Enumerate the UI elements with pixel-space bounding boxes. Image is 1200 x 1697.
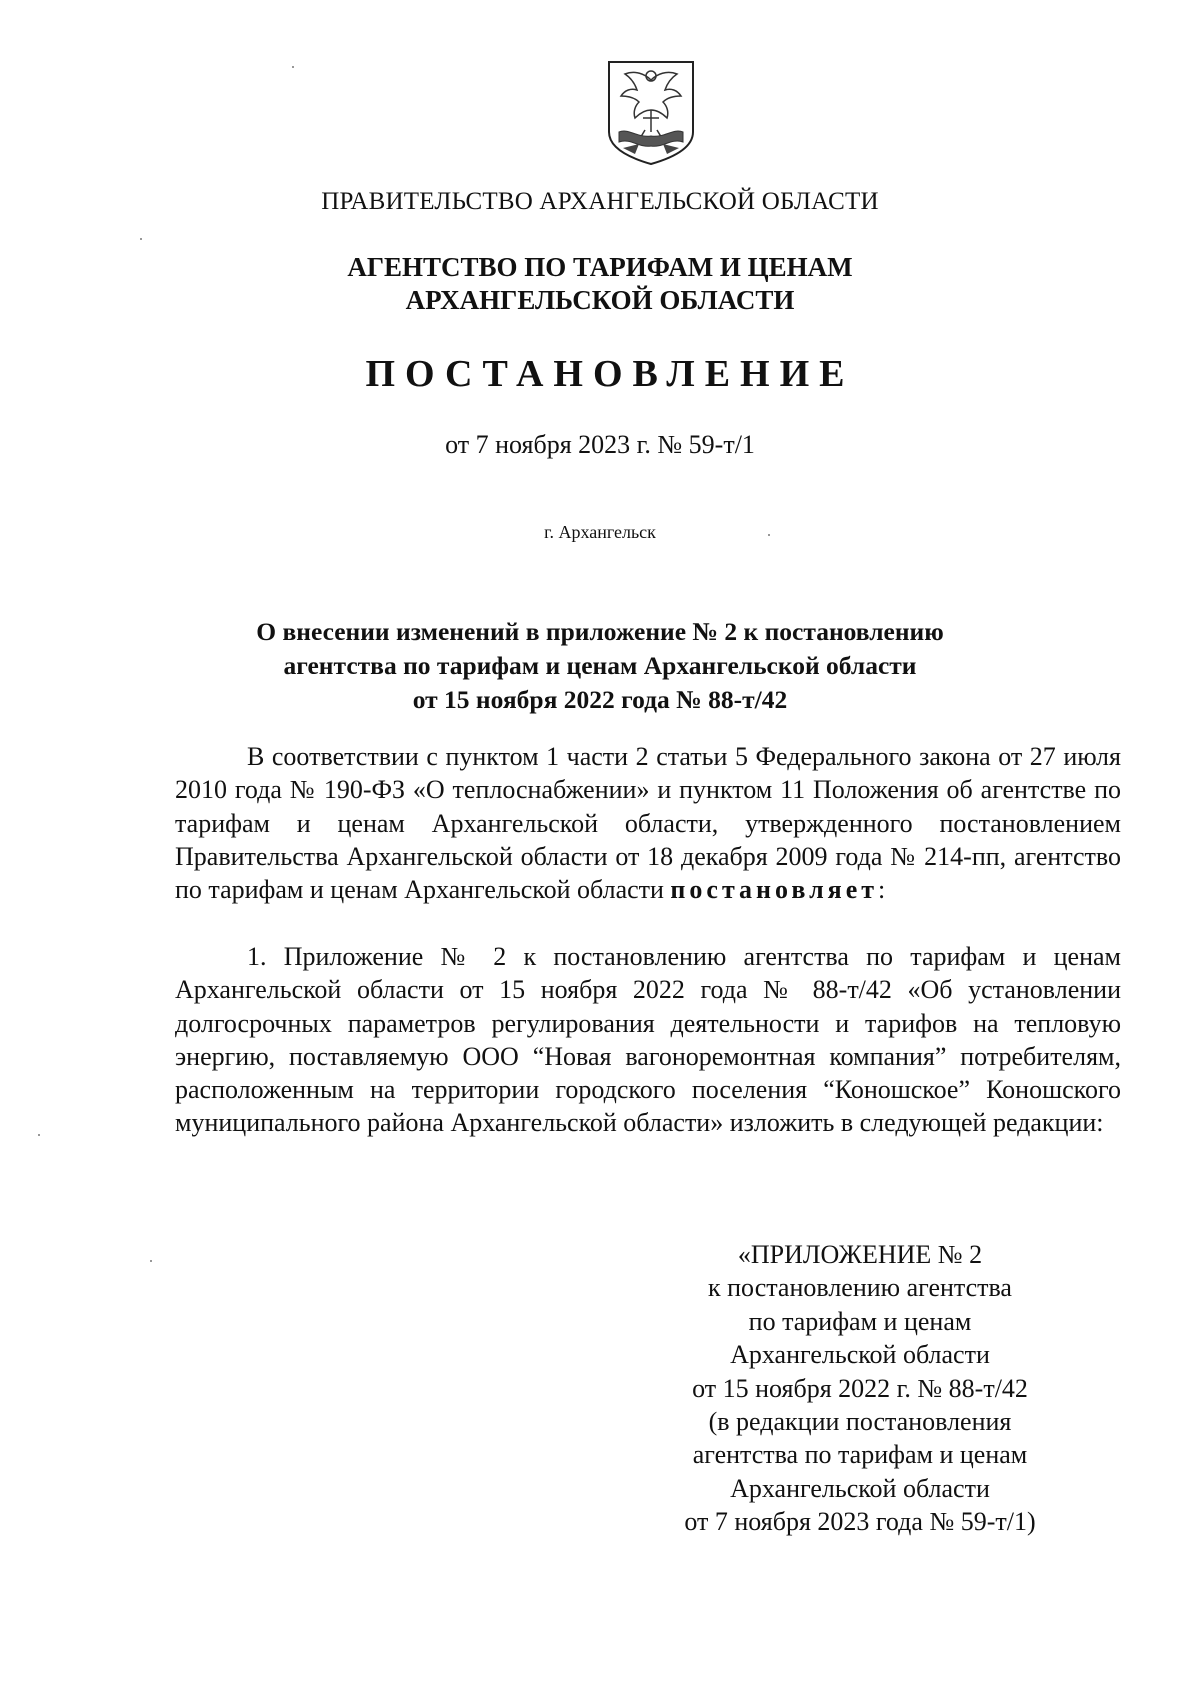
scan-speck [150, 1260, 152, 1262]
preamble-text: В соответствии с пунктом 1 части 2 статьи 5 Федерального закона от 27 июля 2010 года № 190-ФЗ «О теплоснабжении» и пунктом 11 Положения об агентстве по тарифам и ценам Архангельской области, утвержденного постановлением Правительства Архангельской области от 18 декабря 2009 года № 214-пп, агентство по тарифам и ценам Архангельской области [175, 742, 1121, 905]
appendix-line: (в редакции постановления [708, 1407, 1012, 1437]
appendix-line: «ПРИЛОЖЕНИЕ № 2 [737, 1240, 983, 1269]
appendix-line: агентства по тарифам и ценам [692, 1440, 1028, 1470]
agency-name-line-2: АРХАНГЕЛЬСКОЙ ОБЛАСТИ [405, 285, 795, 315]
appendix-line: к постановлению агентства [708, 1273, 1012, 1303]
scan-speck [140, 238, 142, 240]
subject-line-2: агентства по тарифам и ценам Архангельской области [283, 651, 917, 680]
scan-speck [768, 534, 770, 536]
appendix-line: Архангельской области [730, 1340, 990, 1370]
preamble-paragraph [175, 740, 1121, 906]
subject-line-1: О внесении изменений в приложение № 2 к постановлению [256, 617, 944, 646]
agency-name-line-1: АГЕНТСТВО ПО ТАРИФАМ И ЦЕНАМ [347, 252, 853, 282]
clause-1-paragraph: 1. Приложение № 2 к постановлению агентства по тарифам и ценам Архангельской области от 15 ноября 2022 года № 88-т/42 «Об установлении долгосрочных параметров регулирования деятельности и тарифов на тепловую энергию, поставляемую ООО “Новая вагоноремонтная компания” потребителям, расположенным на территории городского поселения “Коношское” Коношского муниципального района Архангельской области» изложить в следующей редакции: [175, 942, 1121, 1138]
appendix-caption [640, 1238, 1080, 1539]
scan-speck [38, 1134, 40, 1136]
document-type-title: ПОСТАНОВЛЕНИЕ [365, 353, 855, 395]
scan-speck [292, 66, 294, 68]
appendix-line: от 15 ноября 2022 г. № 88-т/42 [692, 1373, 1028, 1403]
preamble-end: : [878, 875, 886, 905]
document-date-number: от 7 ноября 2023 г. № 59-т/1 [445, 430, 755, 459]
appendix-line: Архангельской области [730, 1473, 990, 1503]
appendix-line: по тарифам и ценам [748, 1306, 972, 1336]
coat-of-arms-icon [605, 58, 697, 168]
document-city: г. Архангельск [544, 522, 656, 542]
decision-word: постановляет [670, 875, 879, 905]
government-name: ПРАВИТЕЛЬСТВО АРХАНГЕЛЬСКОЙ ОБЛАСТИ [321, 188, 879, 215]
appendix-line: от 7 ноября 2023 года № 59-т/1) [684, 1507, 1036, 1537]
subject-line-3: от 15 ноября 2022 года № 88-т/42 [412, 685, 788, 714]
